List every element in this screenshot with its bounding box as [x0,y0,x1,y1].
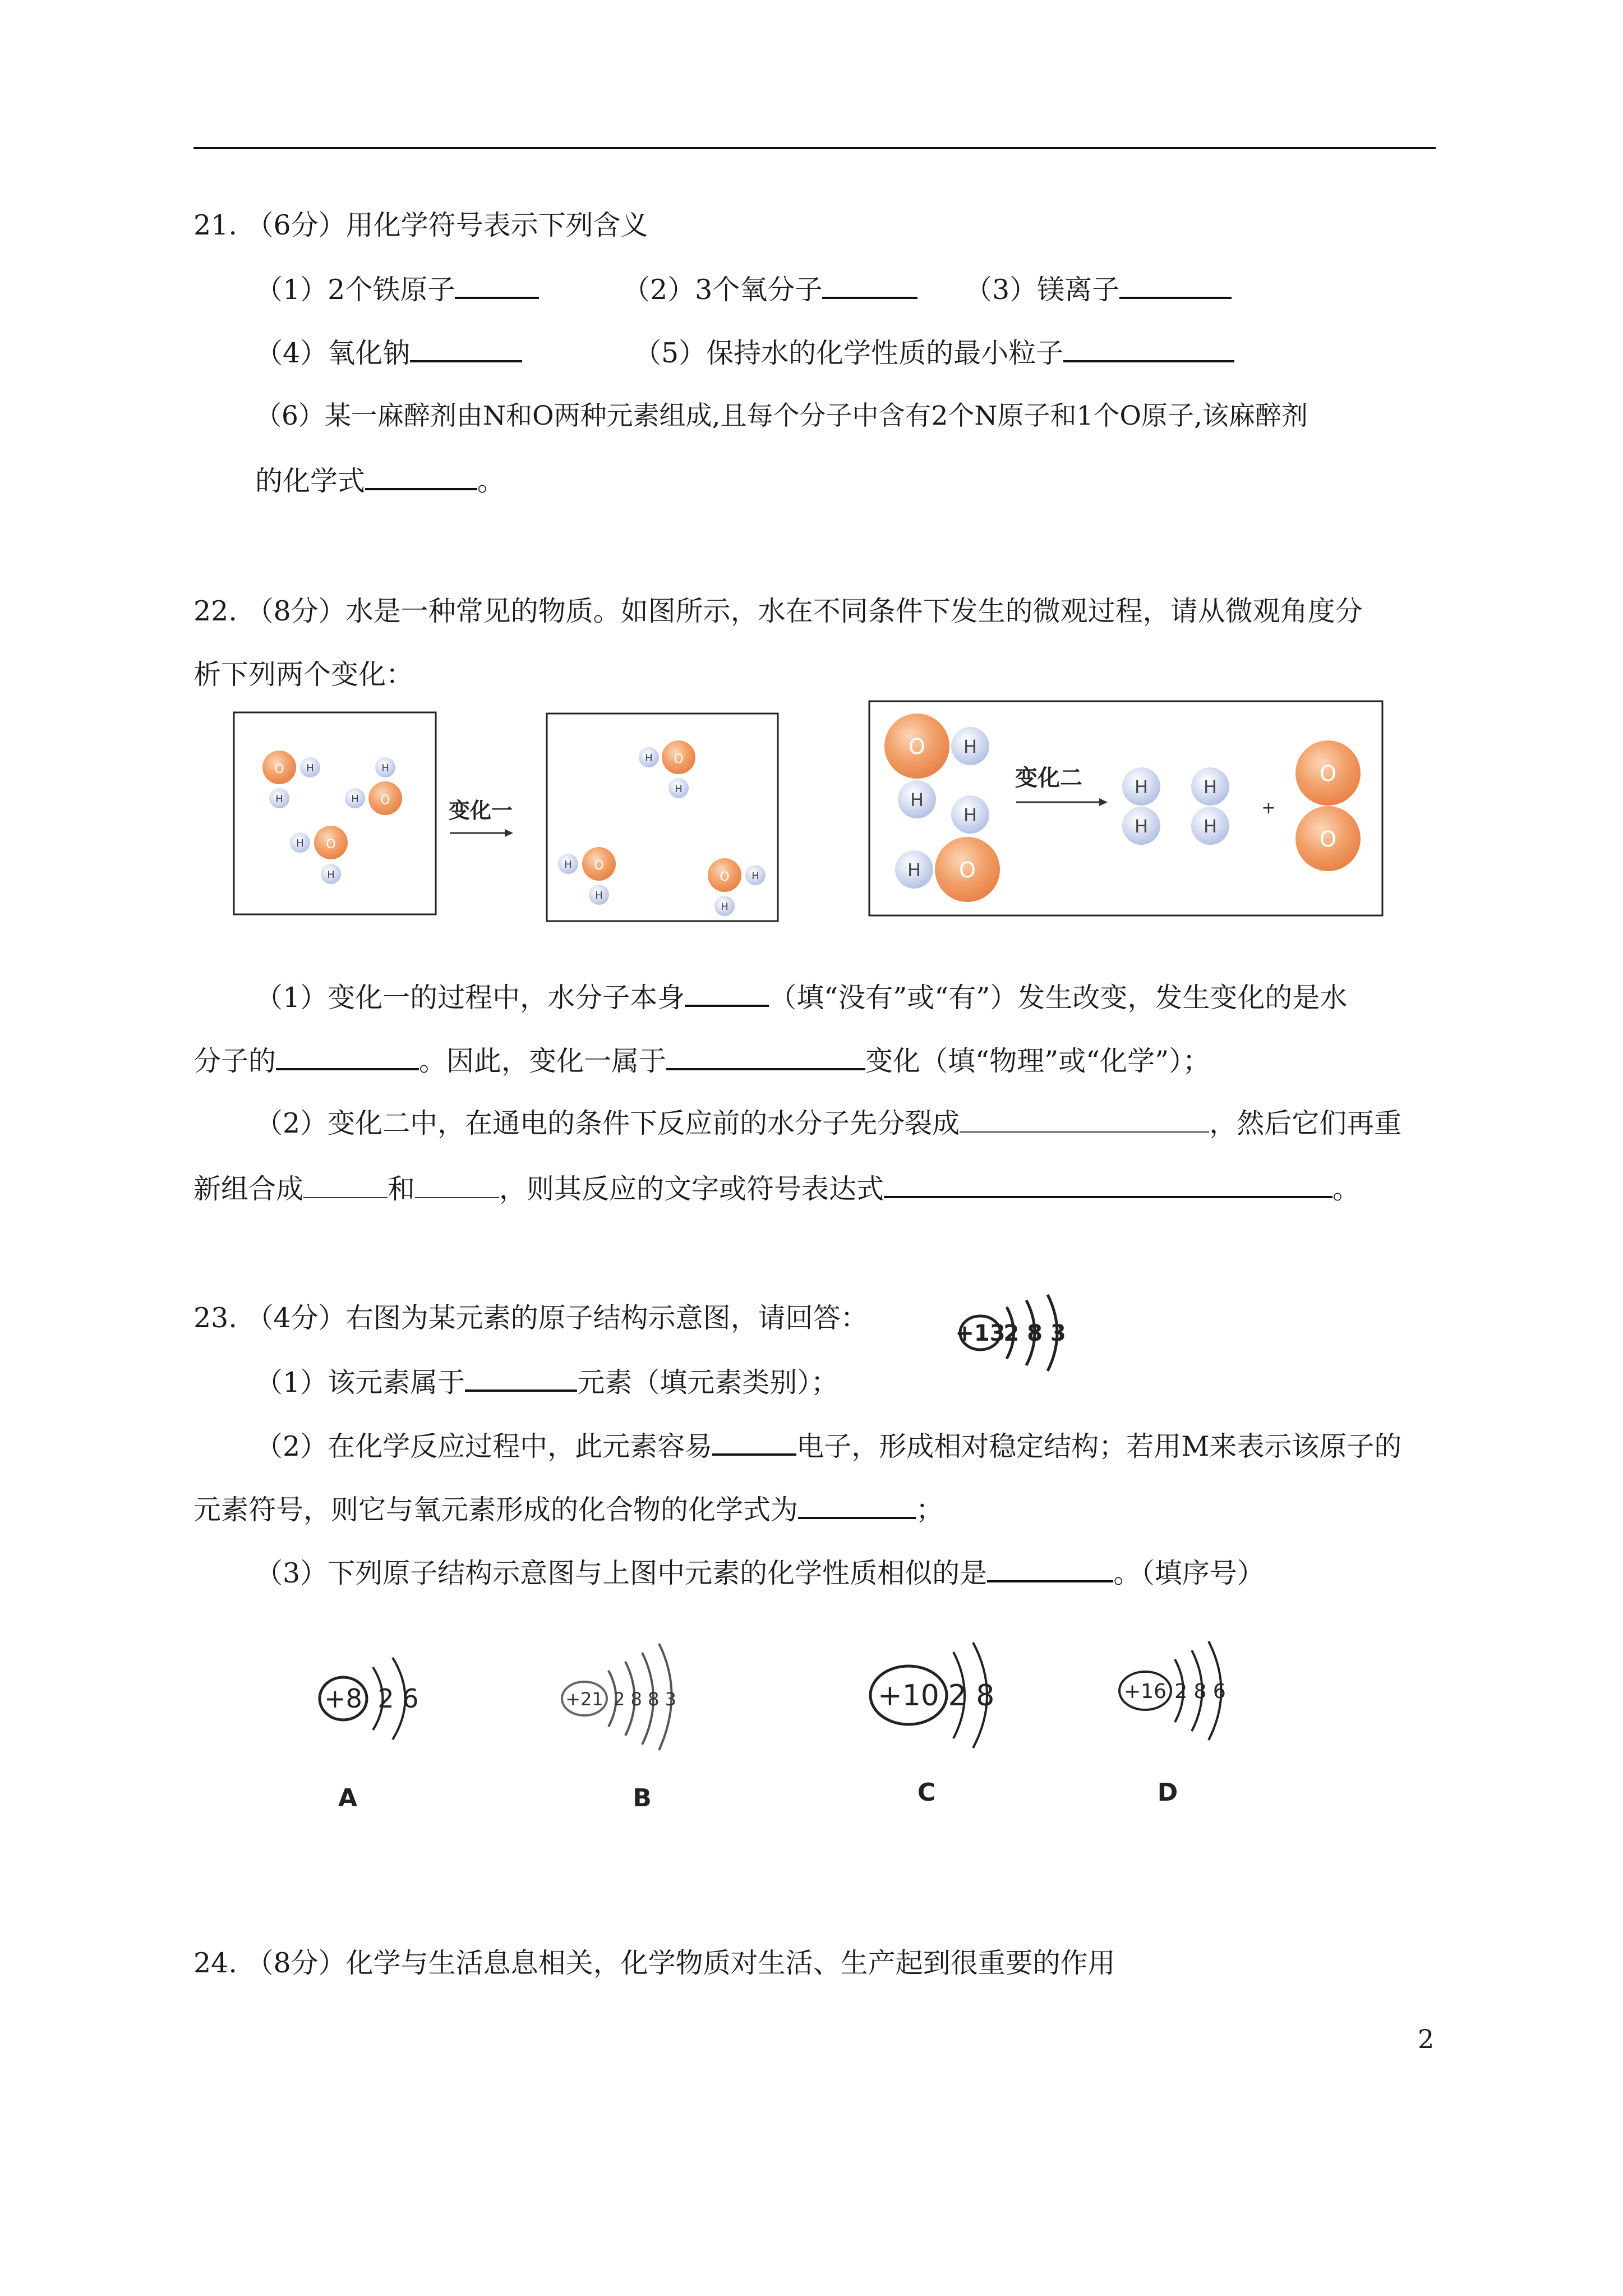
svg-text:2 8 3: 2 8 3 [1003,1320,1066,1346]
q21-part4: （4）氧化钠 [255,335,522,370]
svg-text:O: O [380,793,390,807]
svg-text:O: O [274,762,284,776]
q21-title: 21. （6分）用化学符号表示下列含义 [193,209,648,241]
change1-label: 变化一 [449,798,513,823]
q23-sub3: （3）下列原子结构示意图与上图中元素的化学性质相似的是 。（填序号） [255,1556,1265,1590]
svg-text:+16: +16 [1124,1680,1166,1703]
answer-blank[interactable] [276,1043,419,1070]
svg-text:H: H [675,783,683,795]
svg-text:O: O [909,734,925,759]
arrow-head [505,829,513,837]
svg-text:H: H [327,869,335,881]
answer-blank[interactable] [960,1107,1209,1133]
svg-text:H: H [306,762,314,774]
svg-text:H: H [907,859,921,881]
water-change-figure [224,696,1402,931]
svg-text:2 6: 2 6 [377,1683,419,1714]
q23-sub2-cont: 元素符号，则它与氧元素形成的化合物的化学式为 ； [193,1492,943,1527]
svg-text:H: H [910,789,924,811]
q22-title: 22. （8分）水是一种常见的物质。如图所示，水在不同条件下发生的微观过程，请从微观角度分 [193,595,1363,627]
plus-sign: + [1261,798,1276,818]
svg-text:H: H [296,838,304,849]
option-b-label: B [633,1784,652,1812]
option-a-label: A [338,1784,358,1812]
svg-text:H: H [564,859,572,871]
svg-text:H: H [1134,776,1149,798]
answer-blank[interactable] [798,1492,916,1519]
svg-text:O: O [674,752,684,766]
page-number: 2 [1418,2024,1435,2054]
svg-text:H: H [1134,816,1149,837]
svg-text:2 8 8 3: 2 8 8 3 [614,1688,676,1710]
q21-part3: （3）镁离子 [965,272,1232,307]
svg-text:H: H [963,736,978,757]
svg-text:O: O [594,859,604,873]
answer-blank[interactable] [303,1172,388,1198]
svg-text:H: H [351,793,359,805]
answer-blank[interactable] [455,272,539,299]
option-b-atom [562,1644,676,1812]
svg-text:H: H [1203,776,1218,798]
svg-text:2 8 6: 2 8 6 [1174,1680,1226,1703]
atom-options-figure [303,1616,1301,1829]
svg-text:H: H [751,870,759,882]
answer-blank[interactable] [465,1365,577,1392]
svg-text:O: O [720,870,730,884]
svg-text:H: H [595,890,603,901]
svg-text:H: H [275,793,283,805]
svg-text:H: H [963,804,978,826]
q22-sub1: （1）变化一的过程中，水分子本身 （填“没有”或“有”）发生改变，发生变化的是水 [255,980,1347,1015]
q23-sub1: （1）该元素属于 元素（填元素类别）； [255,1365,838,1400]
answer-blank[interactable] [1119,272,1232,299]
answer-blank[interactable] [415,1172,499,1198]
answer-blank[interactable] [987,1556,1113,1582]
svg-text:+21: +21 [565,1688,603,1710]
atom-structure-main [948,1285,1094,1380]
answer-blank[interactable] [666,1043,865,1070]
option-c-atom [870,1642,994,1807]
q23-title: 23. （4分）右图为某元素的原子结构示意图，请回答： [193,1302,868,1334]
svg-text:O: O [1320,761,1336,786]
q22-title-cont: 析下列两个变化： [193,659,414,691]
q21-part5: （5）保持水的化学性质的最小粒子 [634,335,1234,370]
option-d-atom [1119,1641,1226,1807]
q21-part6: （6）某一麻醉剂由N和O两种元素组成,且每个分子中含有2个N原子和1个O原子,该麻醉剂 [255,401,1308,431]
q23-sub2: （2）在化学反应过程中，此元素容易 电子，形成相对稳定结构；若用M来表示该原子的 [255,1429,1401,1464]
q22-sub2-cont: 新组合成 和 ，则其反应的文字或符号表达式 。 [193,1171,1360,1206]
q22-sub2: （2）变化二中，在通电的条件下反应前的水分子先分裂成 ，然后它们再重 [255,1107,1402,1139]
q21-part1: （1）2个铁原子 [255,272,539,307]
svg-text:O: O [959,858,976,882]
answer-blank[interactable] [712,1429,796,1456]
option-c-label: C [917,1778,936,1807]
svg-text:+8: +8 [324,1683,362,1714]
q24-title: 24. （8分）化学与生活息息相关，化学物质对生活、生产起到很重要的作用 [193,1947,1115,1979]
q22-sub1-cont: 分子的 。因此，变化一属于 变化（填“物理”或“化学”）； [193,1043,1210,1078]
answer-blank[interactable] [685,980,769,1007]
svg-text:O: O [1320,827,1336,852]
svg-text:H: H [721,901,728,913]
before-box [234,712,436,914]
answer-blank[interactable] [410,335,522,362]
answer-blank[interactable] [365,463,477,490]
q21-part6-cont: 的化学式 。 [255,463,505,498]
svg-text:2 8: 2 8 [948,1679,995,1713]
svg-text:+10: +10 [878,1679,939,1713]
svg-text:+13: +13 [955,1320,1006,1346]
answer-blank[interactable] [884,1171,1332,1198]
svg-text:H: H [381,762,389,774]
svg-text:O: O [326,838,336,852]
header-rule [193,147,1436,149]
answer-blank[interactable] [1063,335,1234,362]
svg-text:H: H [645,752,653,764]
option-a-atom [320,1658,419,1812]
q21-part2: （2）3个氧分子 [623,272,917,307]
change2-label: 变化二 [1015,765,1082,791]
option-d-label: D [1157,1778,1178,1807]
after-box [547,714,778,921]
answer-blank[interactable] [822,272,917,299]
svg-text:H: H [1203,816,1218,837]
